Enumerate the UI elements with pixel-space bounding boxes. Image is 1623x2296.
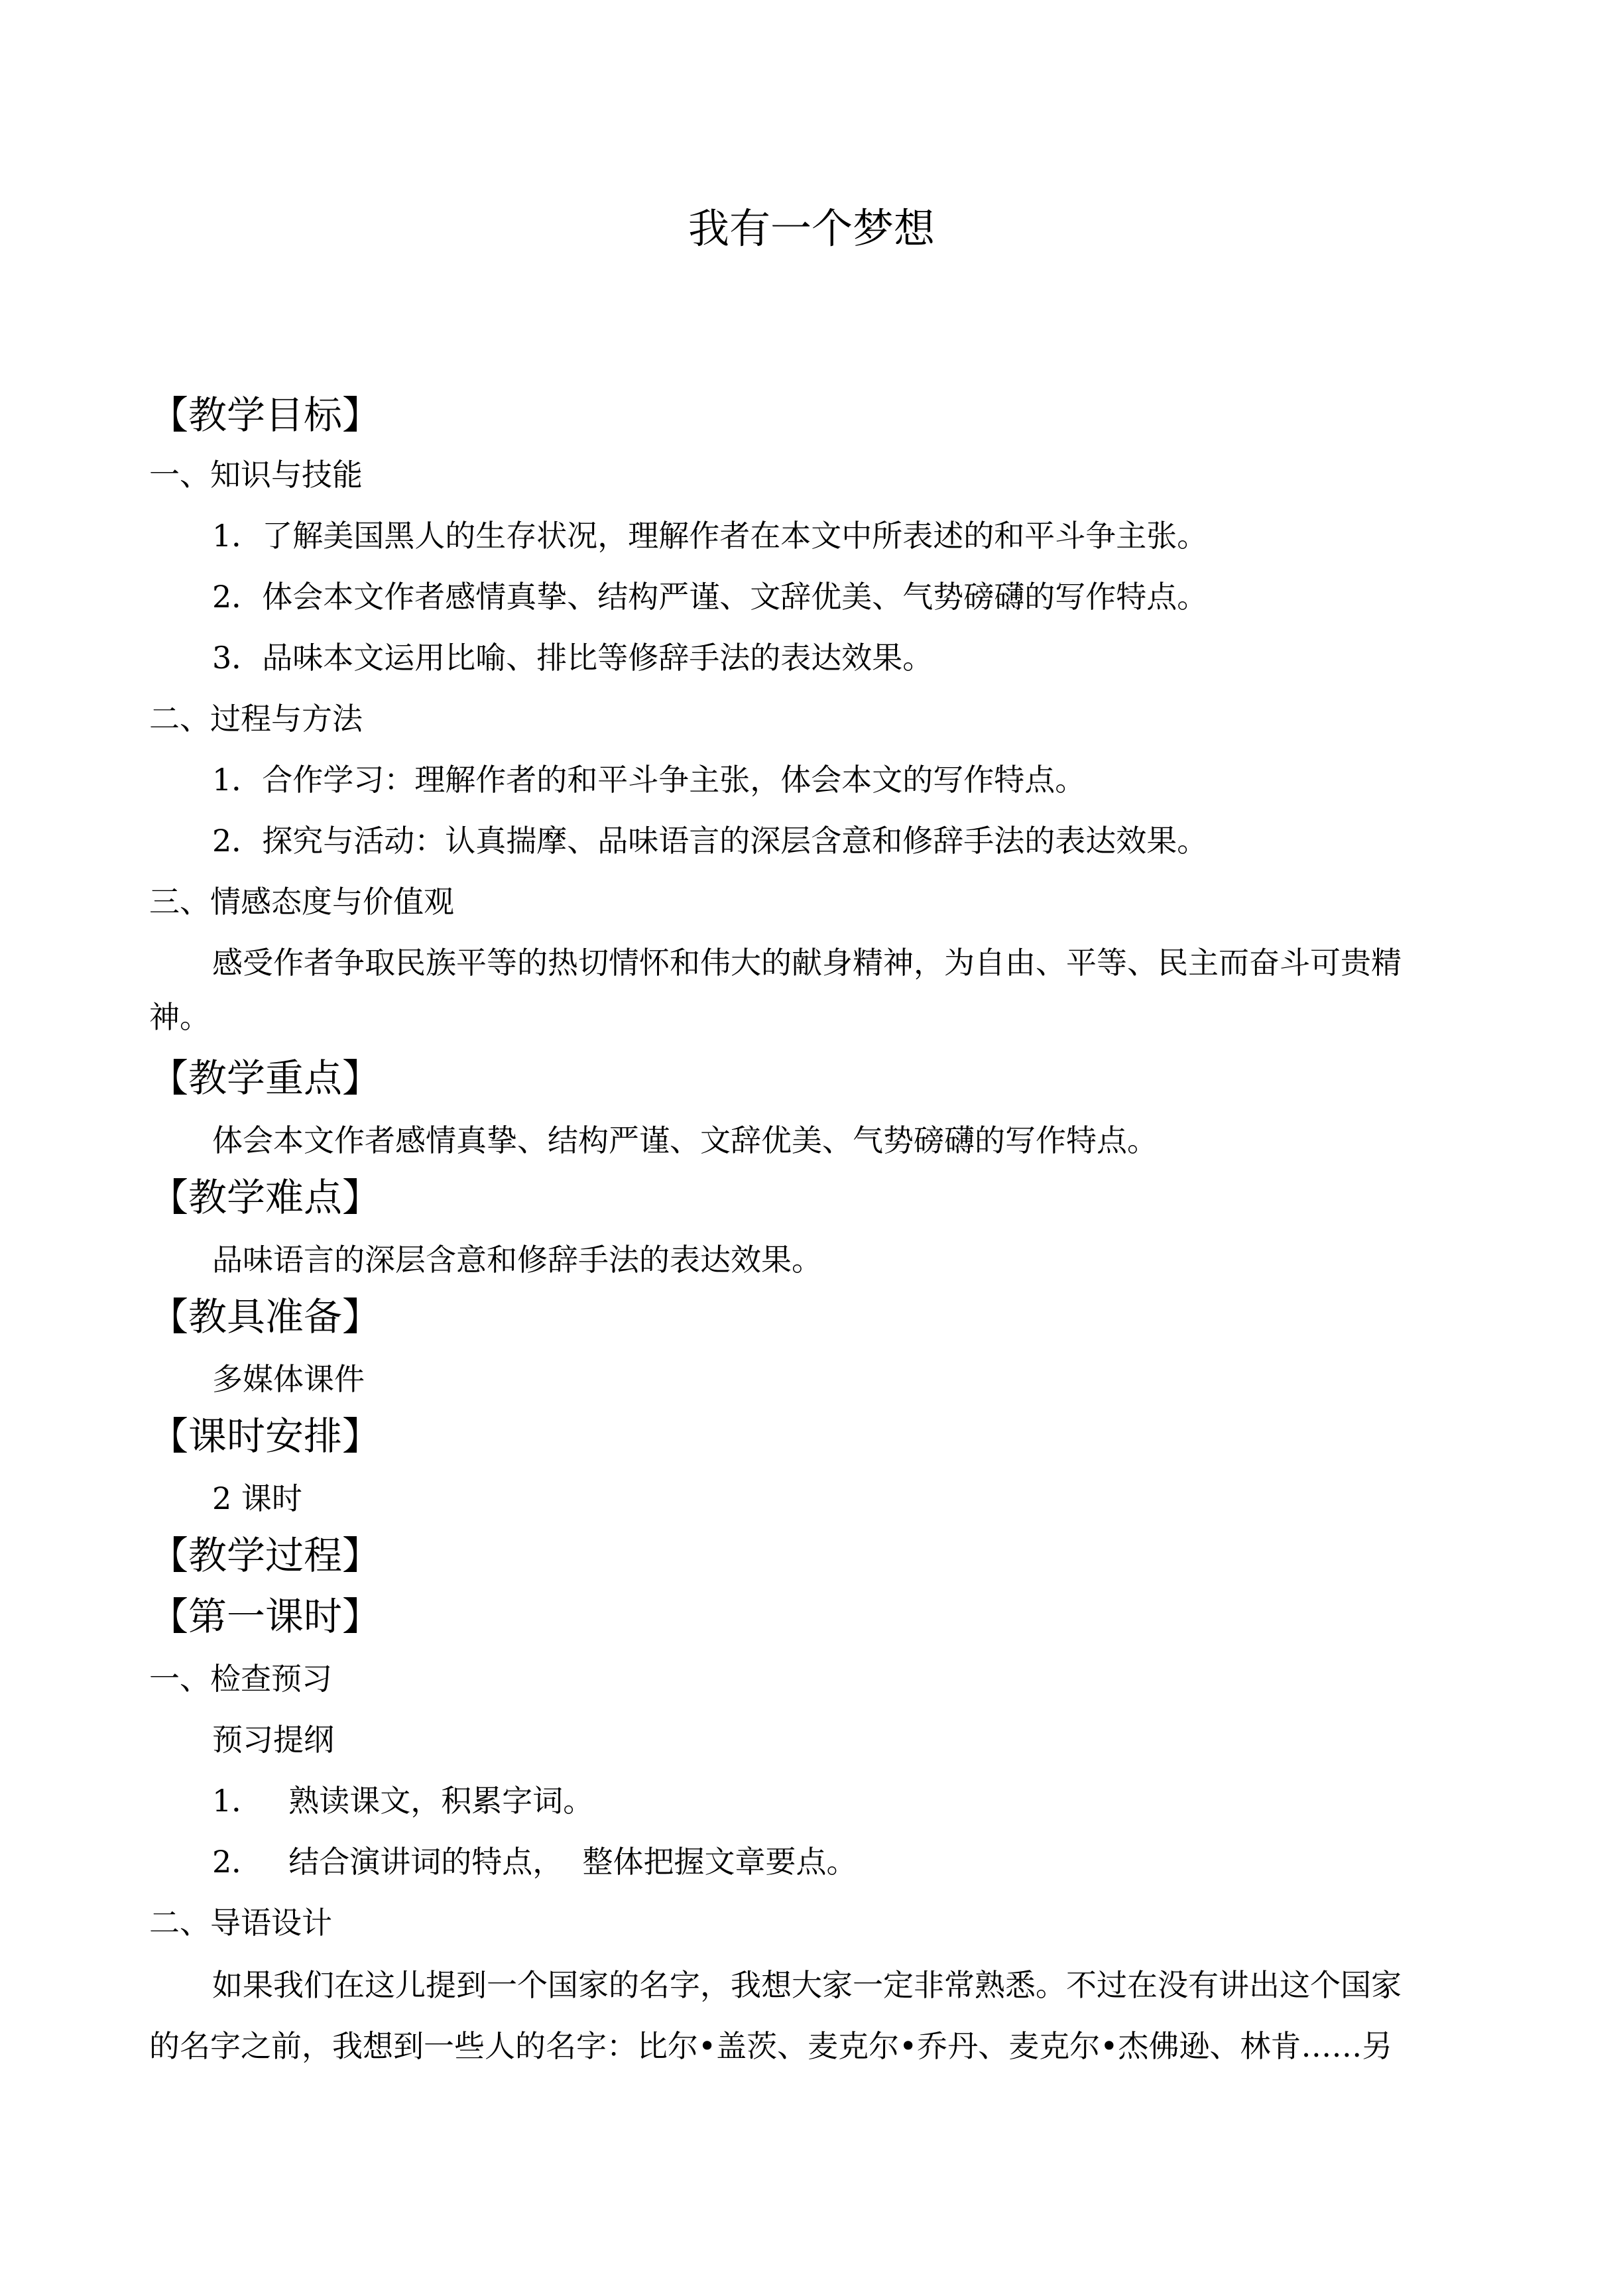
difficulty-text: 品味语言的深层含意和修辞手法的表达效果。 xyxy=(212,1242,822,1278)
emotion-text-line-1: 感受作者争取民族平等的热切情怀和伟大的献身精神，为自由、平等、民主而奋斗可贵精 xyxy=(212,945,1402,981)
tools-heading: 【教具准备】 xyxy=(150,1294,381,1339)
tools-text: 多媒体课件 xyxy=(212,1361,365,1397)
lesson-one-heading: 【第一课时】 xyxy=(150,1594,381,1639)
process-item-2: 2．探究与活动：认真揣摩、品味语言的深层含意和修辞手法的表达效果。 xyxy=(212,823,1208,859)
difficulty-heading: 【教学难点】 xyxy=(150,1175,381,1220)
knowledge-item-3: 3．品味本文运用比喻、排比等修辞手法的表达效果。 xyxy=(212,640,933,676)
teaching-process-heading: 【教学过程】 xyxy=(150,1533,381,1578)
schedule-heading: 【课时安排】 xyxy=(150,1414,381,1459)
preview-item-text: 结合演讲词的特点， 整体把握文章要点。 xyxy=(288,1844,857,1880)
process-heading: 二、过程与方法 xyxy=(149,701,363,737)
check-preview-heading: 一、检查预习 xyxy=(149,1661,332,1697)
knowledge-item-2: 2．体会本文作者感情真挚、结构严谨、文辞优美、气势磅礴的写作特点。 xyxy=(212,579,1208,615)
knowledge-heading: 一、知识与技能 xyxy=(149,457,363,493)
focus-text: 体会本文作者感情真挚、结构严谨、文辞优美、气势磅礴的写作特点。 xyxy=(212,1122,1158,1158)
intro-text-line-2: 的名字之前，我想到一些人的名字：比尔•盖茨、麦克尔•乔丹、麦克尔•杰佛逊、林肯……另 xyxy=(149,2028,1393,2064)
preview-item-number: 1． xyxy=(212,1783,263,1819)
preview-item-number: 2． xyxy=(212,1844,263,1880)
emotion-text-line-2: 神。 xyxy=(149,999,210,1035)
intro-design-heading: 二、导语设计 xyxy=(149,1905,332,1941)
focus-heading: 【教学重点】 xyxy=(150,1056,381,1101)
intro-text-line-1: 如果我们在这儿提到一个国家的名字，我想大家一定非常熟悉。不过在没有讲出这个国家 xyxy=(212,1967,1402,2003)
process-item-1: 1．合作学习：理解作者的和平斗争主张，体会本文的写作特点。 xyxy=(212,762,1086,798)
preview-outline-label: 预习提纲 xyxy=(212,1722,334,1758)
document-title: 我有一个梦想 xyxy=(688,204,935,253)
preview-item-1 xyxy=(212,1781,593,1821)
preview-item-text: 熟读课文，积累字词。 xyxy=(288,1783,594,1819)
objectives-heading: 【教学目标】 xyxy=(150,393,381,438)
schedule-text: 2 课时 xyxy=(212,1480,302,1516)
preview-item-2 xyxy=(212,1842,857,1882)
emotion-heading: 三、情感态度与价值观 xyxy=(149,884,454,920)
knowledge-item-1: 1．了解美国黑人的生存状况，理解作者在本文中所表述的和平斗争主张。 xyxy=(212,518,1208,554)
